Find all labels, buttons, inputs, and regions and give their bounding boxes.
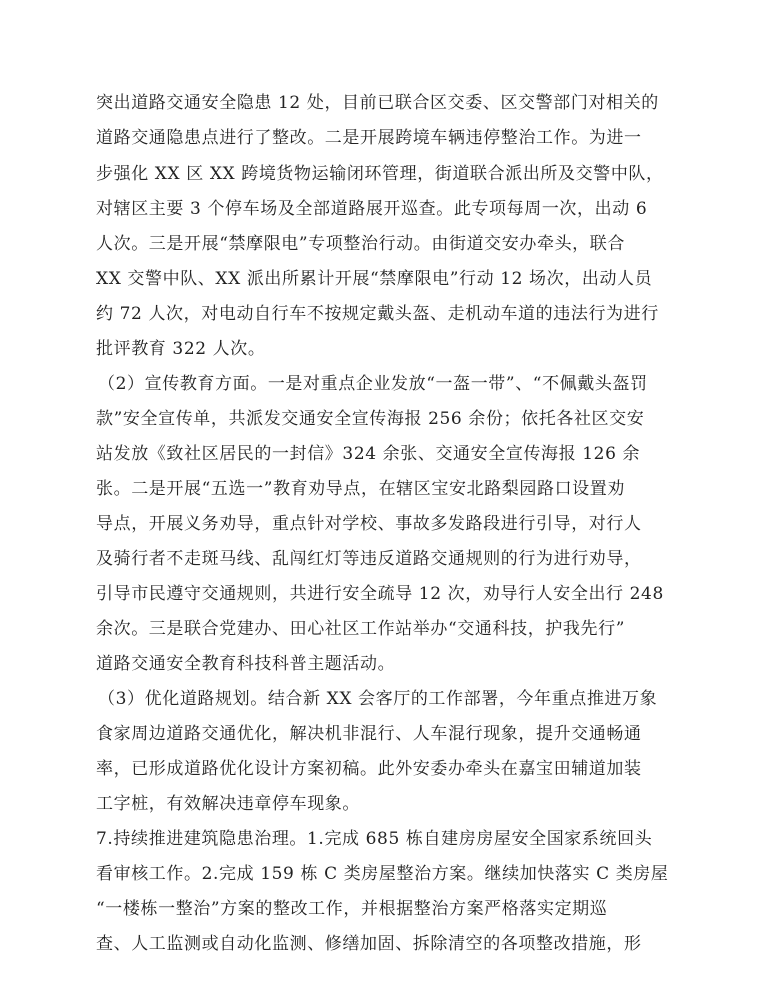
text-line: 及骑行者不走斑马线、乱闯红灯等违反道路交通规则的行为进行劝导，	[96, 549, 642, 569]
text-line: 导点，开展义务劝导，重点针对学校、事故多发路段进行引导，对行人	[96, 514, 642, 534]
text-line: 看审核工作。2.完成 159 栋 C 类房屋整治方案。继续加快落实 C 类房屋	[96, 864, 669, 884]
text-line: 站发放《致社区居民的一封信》324 余张、交通安全宣传海报 126 余	[96, 444, 641, 464]
text-line: XX 交警中队、XX 派出所累计开展“禁摩限电”行动 12 场次，出动人员	[96, 269, 653, 289]
text-line: 批评教育 322 人次。	[96, 339, 266, 359]
text-line: 人次。三是开展“禁摩限电”专项整治行动。由街道交安办牵头，联合	[96, 234, 625, 254]
text-line: 食家周边道路交通优化，解决机非混行、人车混行现象，提升交通畅通	[96, 724, 642, 744]
text-line: 步强化 XX 区 XX 跨境货物运输闭环管理，街道联合派出所及交警中队，	[96, 164, 664, 184]
text-line: 7.持续推进建筑隐患治理。1.完成 685 栋自建房房屋安全国家系统回头	[96, 829, 653, 849]
text-line: 查、人工监测或自动化监测、修缮加固、拆除清空的各项整改措施，形	[96, 934, 642, 954]
text-line: 张。二是开展“五选一”教育劝导点，在辖区宝安北路梨园路口设置劝	[96, 479, 625, 499]
text-line: 道路交通隐患点进行了整改。二是开展跨境车辆违停整治工作。为进一	[96, 128, 642, 148]
text-line: “一楼栋一整治”方案的整改工作，并根据整治方案严格落实定期巡	[96, 899, 608, 919]
text-line: （3）优化道路规划。结合新 XX 会客厅的工作部署，今年重点推进万象	[98, 689, 658, 709]
text-line: 款”安全宣传单，共派发交通安全宣传海报 256 余份；依托各社区交安	[96, 409, 645, 429]
text-line: （2）宣传教育方面。一是对重点企业发放“一盔一带”、“不佩戴头盔罚	[98, 374, 648, 394]
text-line: 工字桩，有效解决违章停车现象。	[96, 794, 360, 814]
text-line: 突出道路交通安全隐患 12 处，目前已联合区交委、区交警部门对相关的	[96, 93, 659, 113]
text-line: 引导市民遵守交通规则，共进行安全疏导 12 次，劝导行人安全出行 248	[96, 584, 664, 604]
text-line: 余次。三是联合党建办、田心社区工作站举办“交通科技，护我先行”	[96, 619, 625, 639]
text-line: 道路交通安全教育科技科普主题活动。	[96, 654, 396, 674]
text-line: 约 72 人次，对电动自行车不按规定戴头盔、走机动车道的违法行为进行	[96, 304, 659, 324]
text-line: 对辖区主要 3 个停车场及全部道路展开巡查。此专项每周一次，出动 6	[96, 199, 648, 219]
text-line: 率，已形成道路优化设计方案初稿。此外安委办牵头在嘉宝田辅道加装	[96, 759, 642, 779]
